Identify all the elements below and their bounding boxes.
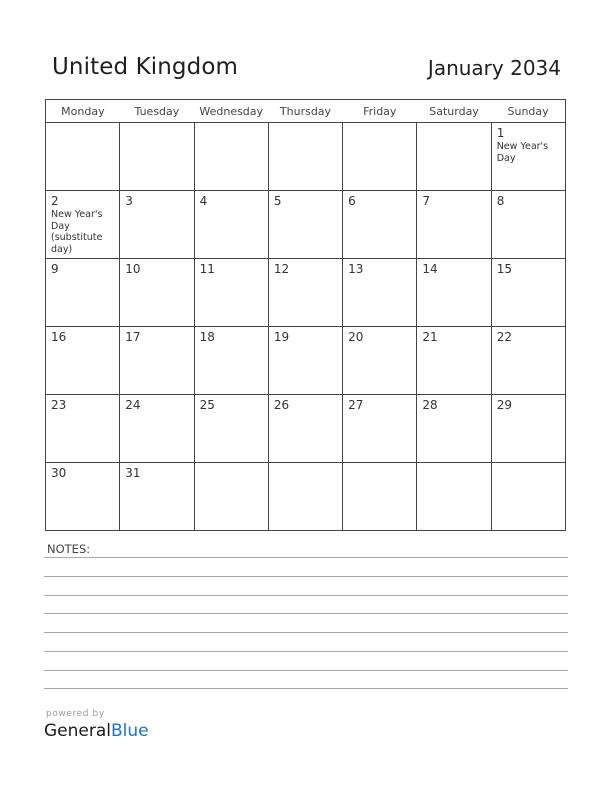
calendar-day-cell [343,463,417,531]
calendar-day-cell [120,463,194,531]
calendar-week-row [46,123,566,191]
day-number: 2 [51,194,59,208]
calendar-day-cell [268,463,342,531]
weekday-header: Saturday [417,100,491,123]
weekday-header: Tuesday [120,100,194,123]
calendar-day-cell [46,463,120,531]
calendar-day-cell [417,395,491,463]
calendar-day-cell [194,191,268,259]
calendar-day-cell [417,463,491,531]
day-number: 31 [125,466,141,480]
day-number: 22 [496,330,512,344]
calendar-week-row [46,191,566,259]
calendar-day-cell [268,395,342,463]
notes-line [44,651,568,652]
calendar-day-cell [268,327,342,395]
calendar-month-title: January 2034 [427,56,561,80]
day-number: 8 [496,194,505,208]
day-number: 4 [199,194,208,208]
day-number: 14 [422,262,438,276]
day-number: 30 [51,466,67,480]
notes-line [44,632,568,633]
calendar-week-row [46,259,566,327]
calendar-day-cell [491,191,565,259]
calendar-day-cell [46,191,120,259]
day-number: 28 [422,398,438,412]
calendar-day-cell [194,123,268,191]
weekday-header: Thursday [268,100,342,123]
brand-blue: Blue [111,721,149,741]
calendar-day-cell [491,395,565,463]
calendar-day-cell [268,123,342,191]
calendar-day-cell [417,191,491,259]
calendar-day-cell [120,123,194,191]
day-number: 24 [125,398,141,412]
day-number: 6 [348,194,356,208]
calendar-day-cell [268,259,342,327]
calendar-day-cell [343,191,417,259]
day-number: 29 [496,398,512,412]
day-number: 20 [348,330,364,344]
calendar-day-cell [120,327,194,395]
calendar-day-cell [194,463,268,531]
holiday-label: New Year's Day [496,141,549,164]
calendar-day-cell [194,327,268,395]
holiday-label: New Year's Day (substitute day) [51,209,103,255]
brand-general: General [44,721,111,741]
day-number: 15 [496,262,512,276]
calendar-country-title: United Kingdom [52,54,239,80]
calendar-week-row [46,463,566,531]
day-number: 16 [51,330,67,344]
day-number: 19 [273,330,290,344]
generalblue-logo[interactable] [44,721,149,741]
calendar-day-cell [491,463,565,531]
weekday-header: Friday [343,100,417,123]
calendar-grid [45,99,566,531]
day-number: 12 [273,262,290,276]
calendar-day-cell [46,123,120,191]
weekday-header: Monday [46,100,120,123]
notes-line [44,595,568,596]
calendar-week-row [46,327,566,395]
day-number: 26 [273,398,290,412]
calendar-day-cell [343,395,417,463]
powered-by-text: powered by [46,709,105,719]
notes-label: NOTES: [47,542,91,556]
calendar-day-cell [417,327,491,395]
weekday-header: Wednesday [194,100,268,123]
calendar-day-cell [268,191,342,259]
calendar-day-cell [120,191,194,259]
calendar-day-cell [417,123,491,191]
calendar-day-cell [343,123,417,191]
notes-line [44,613,568,614]
calendar-day-cell [194,395,268,463]
calendar-day-cell [417,259,491,327]
day-number: 23 [51,398,67,412]
day-number: 5 [273,194,282,208]
day-number: 1 [496,126,505,140]
day-number: 18 [199,330,215,344]
day-number: 13 [348,262,364,276]
day-number: 7 [422,194,431,208]
calendar-day-cell [120,395,194,463]
day-number: 10 [125,262,141,276]
calendar-day-cell [491,327,565,395]
calendar-day-cell [120,259,194,327]
day-number: 27 [348,398,364,412]
calendar-day-cell [46,327,120,395]
day-number: 3 [125,194,133,208]
calendar-day-cell [194,259,268,327]
calendar-day-cell [491,259,565,327]
calendar-day-cell [46,259,120,327]
calendar-day-cell [343,327,417,395]
calendar-day-cell [343,259,417,327]
calendar-day-cell [46,395,120,463]
notes-line [44,688,568,689]
day-number: 9 [51,262,59,276]
calendar-week-row [46,395,566,463]
weekday-header-row [46,100,566,123]
calendar-day-cell [491,123,565,191]
day-number: 25 [199,398,215,412]
day-number: 11 [199,262,215,276]
notes-line [44,557,568,558]
notes-line [44,670,568,671]
weekday-header: Sunday [491,100,565,123]
notes-line [44,576,568,577]
day-number: 17 [125,330,141,344]
day-number: 21 [422,330,438,344]
